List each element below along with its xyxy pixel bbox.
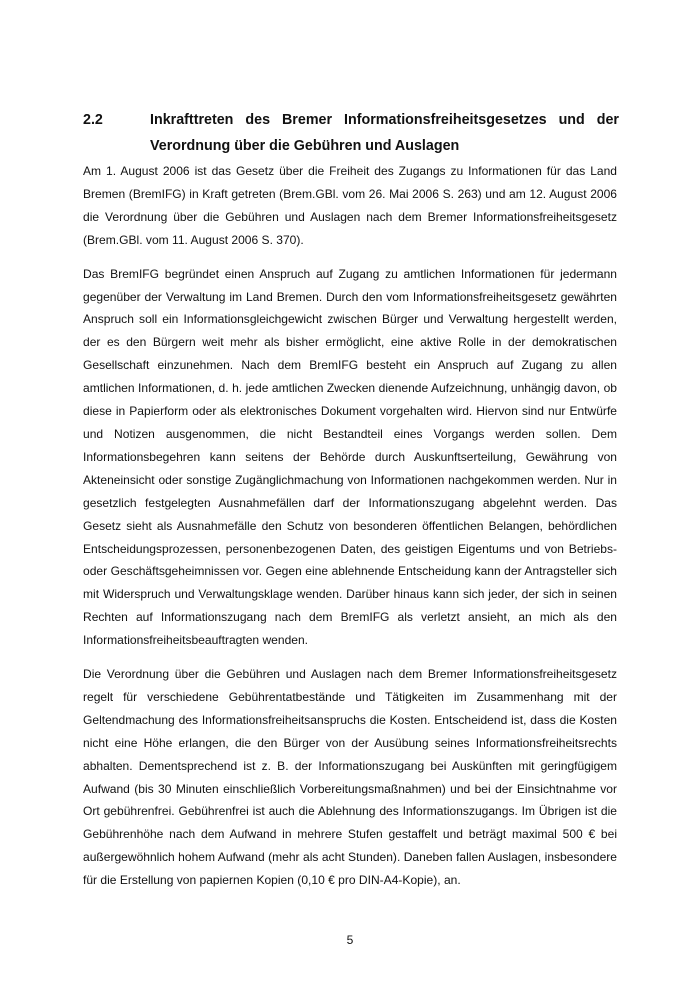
section-number: 2.2: [83, 112, 103, 128]
page-number: 5: [346, 933, 354, 947]
section-title-line-2: Verordnung über die Gebühren und Auslagen: [150, 138, 460, 154]
section-title-line-1: Inkrafttreten des Bremer Informationsfreiheitsgesetzes und der: [150, 112, 619, 128]
section-heading: [83, 107, 619, 159]
paragraph-3: Die Verordnung über die Gebühren und Auslagen nach dem Bremer Informationsfreiheitsgesetz regelt für verschiedene Gebührentatbestände und Tätigkeiten im Zusammenhang mit der Geltendmachung des Informationsfreiheitsanspruchs die Kosten. Entscheidend ist, dass die Kosten nicht eine Höhe erlangen, die den Bürger von der Ausübung seines Informationsfreiheitsrechts abhalten. Dementsprechend ist z. B. der Informationszugang bei Auskünften mit geringfügigem Aufwand (bis 30 Minuten einschließlich Vorbereitungsmaßnahmen) und bei der Einsichtnahme vor Ort gebührenfrei. Gebührenfrei ist auch die Ablehnung des Informationszugangs. Im Übrigen ist die Gebührenhöhe nach dem Aufwand in mehrere Stufen gestaffelt und beträgt maximal 500 € bei außergewöhnlich hohem Aufwand (mehr als acht Stunden). Daneben fallen Auslagen, insbesondere für die Erstellung von papiernen Kopien (0,10 € pro DIN-A4-Kopie), an.: [83, 667, 617, 888]
section-heading-row: [83, 107, 619, 133]
paragraph-2: Das BremIFG begründet einen Anspruch auf Zugang zu amtlichen Informationen für jedermann gegenüber der Verwaltung im Land Bremen. Durch den vom Informationsfreiheitsgesetz gewährten Anspruch soll ein Informationsgleichgewicht zwischen Bürger und Verwaltung hergestellt werden, der es den Bürgern weit mehr als bisher ermöglicht, eine aktive Rolle in der demokratischen Gesellschaft einzunehmen. Nach dem BremIFG besteht ein Anspruch auf Zugang zu allen amtlichen Informationen, d. h. jede amtlichen Zwecken dienende Aufzeichnung, unhängig davon, ob diese in Papierform oder als elektronisches Dokument vorgehalten wird. Hiervon sind nur Entwürfe und Notizen ausgenommen, die nicht Bestandteil eines Vorgangs werden sollen. Dem Informationsbegehren kann seitens der Behörde durch Auskunftserteilung, Gewährung von Akteneinsicht oder sonstige Zugänglichmachung von Informationen nachgekommen werden. Nur in gesetzlich festgelegten Ausnahmefällen darf der Informationszugang abgelehnt werden. Das Gesetz sieht als Ausnahmefälle den Schutz von besonderen öffentlichen Belangen, behördlichen Entscheidungsprozessen, personenbezogenen Daten, des geistigen Eigentums und von Betriebs- oder Geschäftsgeheimnissen vor. Gegen eine ablehnende Entscheidung kann der Antragsteller sich mit Widerspruch und Verwaltungsklage wenden. Darüber hinaus kann sich jeder, der sich in seinen Rechten auf Informationszugang nach dem BremIFG als verletzt ansieht, an mich als den Informationsfreiheitsbeauftragten wenden.: [83, 266, 617, 648]
body-text: [83, 160, 617, 903]
paragraph-1: Am 1. August 2006 ist das Gesetz über die Freiheit des Zugangs zu Informationen für das Land Bremen (BremIFG) in Kraft getreten (Brem.GBl. vom 26. Mai 2006 S. 263) und am 12. August 2006 die Verordnung über die Gebühren und Auslagen nach dem Bremer Informationsfreiheitsgesetz (Brem.GBl. vom 11. August 2006 S. 370).: [83, 164, 617, 247]
